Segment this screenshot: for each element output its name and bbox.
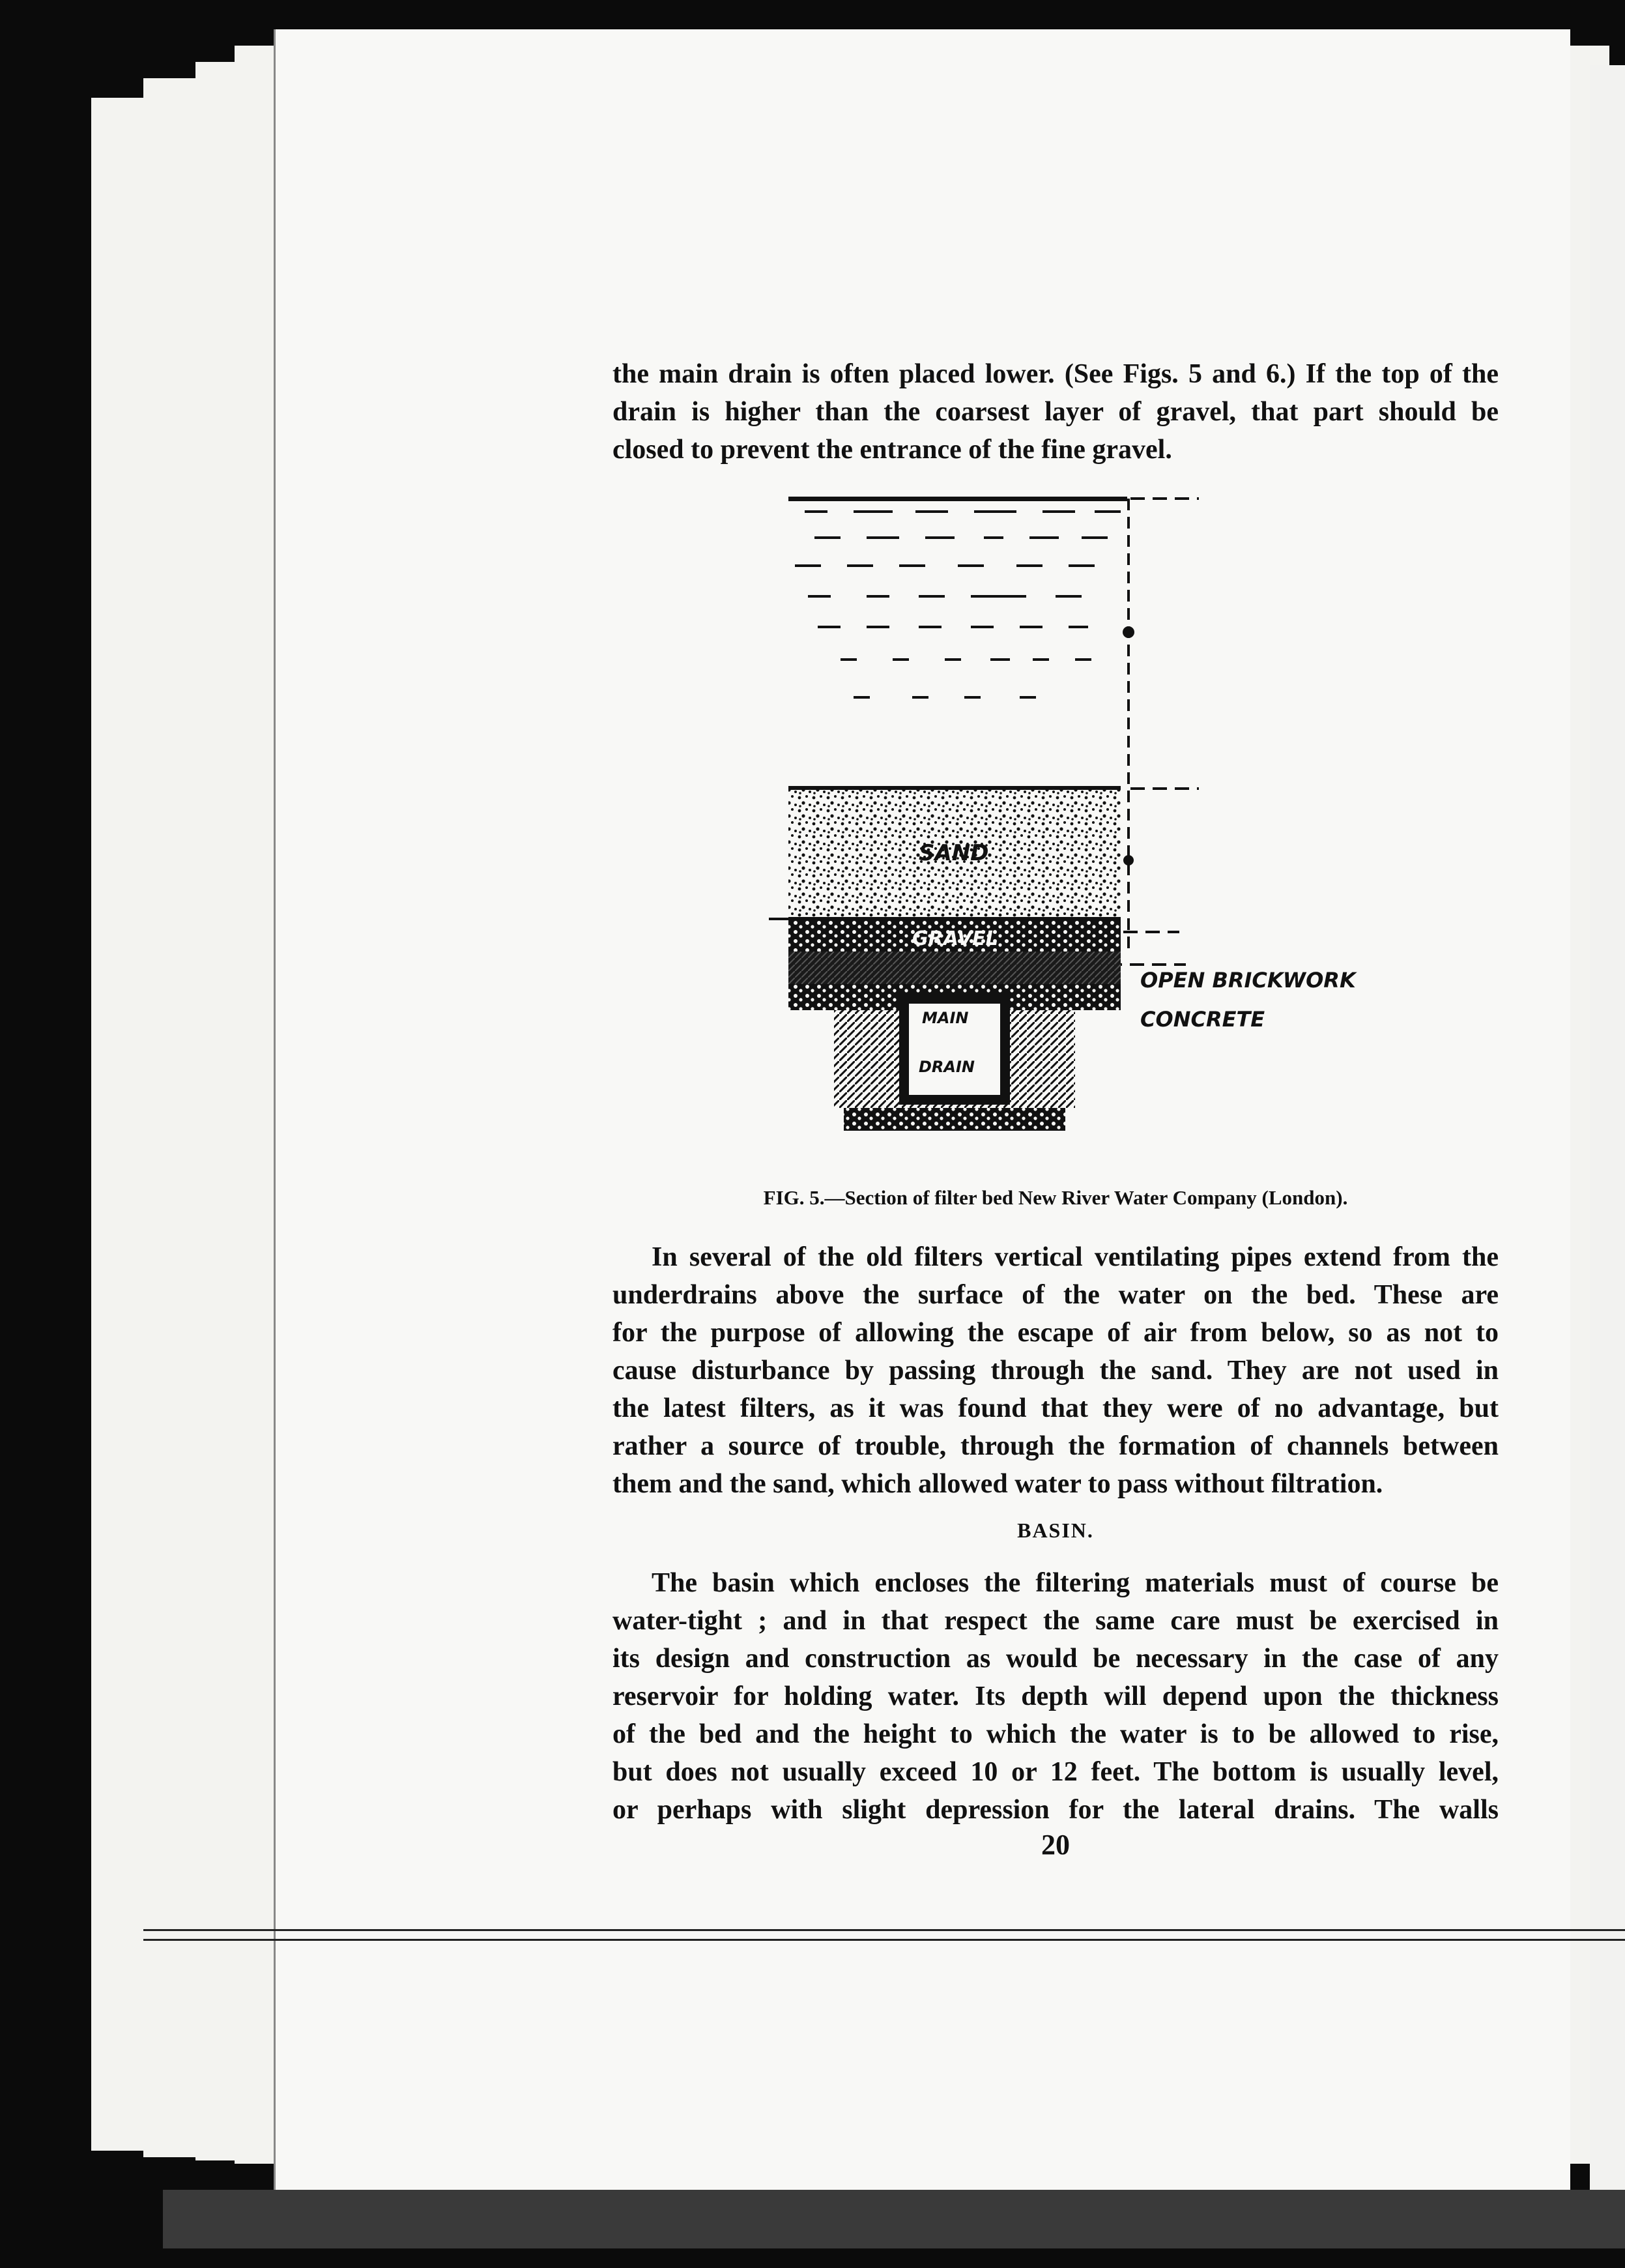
text-line: its design and construction as would be necessary in the case of any bbox=[612, 1644, 1499, 1674]
text-line: water-tight ; and in that respect the same care must be exercised in bbox=[612, 1606, 1499, 1636]
main-label: MAIN bbox=[922, 1009, 969, 1027]
paragraph-bottom bbox=[612, 1564, 1499, 1829]
page-number: 20 bbox=[1041, 1829, 1070, 1861]
page-edge bbox=[274, 29, 276, 2200]
text-line: drain is higher than the coarsest layer of gravel, that part should be bbox=[612, 397, 1499, 427]
open-brickwork-label: OPEN BRICKWORK bbox=[1140, 968, 1356, 993]
gravel-label: GRAVEL bbox=[912, 927, 998, 950]
text-line: cause disturbance by passing through the sand. They are not used in bbox=[612, 1356, 1499, 1386]
text-line: for the purpose of allowing the escape of air from below, so as not to bbox=[612, 1318, 1499, 1348]
concrete-and-drain bbox=[788, 984, 1121, 1131]
scan-rule-line bbox=[143, 1939, 1625, 1941]
text-line: underdrains above the surface of the water on the bed. These are bbox=[612, 1280, 1499, 1310]
text-line: The basin which encloses the filtering materials must of course be bbox=[652, 1568, 1499, 1598]
text-line: but does not usually exceed 10 or 12 feet. The bottom is usually level, bbox=[612, 1757, 1499, 1787]
text-line: the main drain is often placed lower. (See Figs. 5 and 6.) If the top of the bbox=[612, 359, 1499, 389]
concrete-label: CONCRETE bbox=[1140, 1007, 1265, 1032]
paragraph-top bbox=[612, 355, 1499, 469]
facing-page-edge bbox=[1590, 65, 1625, 2190]
text-line: rather a source of trouble, through the formation of channels between bbox=[612, 1431, 1499, 1461]
scan-rule-line bbox=[143, 1929, 1625, 1931]
figure-caption: FIG. 5.—Section of filter bed New River Water Company (London). bbox=[763, 1186, 1348, 1209]
text-line: In several of the old filters vertical ventilating pipes extend from the bbox=[652, 1242, 1499, 1272]
paragraph-middle bbox=[612, 1238, 1499, 1503]
scanner-bottom-strip bbox=[163, 2190, 1625, 2248]
sand-layer bbox=[788, 786, 1121, 919]
text-line: of the bed and the height to which the water is to be allowed to rise, bbox=[612, 1719, 1499, 1749]
text-line: reservoir for holding water. Its depth will depend upon the thickness bbox=[612, 1681, 1499, 1711]
text-line: closed to prevent the entrance of the fine gravel. bbox=[612, 435, 1172, 465]
sand-label: SAND bbox=[919, 840, 989, 866]
brickwork-layer bbox=[788, 952, 1121, 984]
text-line: or perhaps with slight depression for the lateral drains. The walls bbox=[612, 1795, 1499, 1825]
text-line: the latest filters, as it was found that they were of no advantage, but bbox=[612, 1393, 1499, 1423]
water-layer bbox=[788, 497, 1127, 697]
section-heading: BASIN. bbox=[1017, 1519, 1094, 1542]
filter-bed-figure bbox=[769, 482, 1394, 1160]
gravel-layer bbox=[788, 917, 1121, 952]
drain-label: DRAIN bbox=[919, 1058, 975, 1076]
text-line: them and the sand, which allowed water to pass without filtration. bbox=[612, 1469, 1383, 1499]
